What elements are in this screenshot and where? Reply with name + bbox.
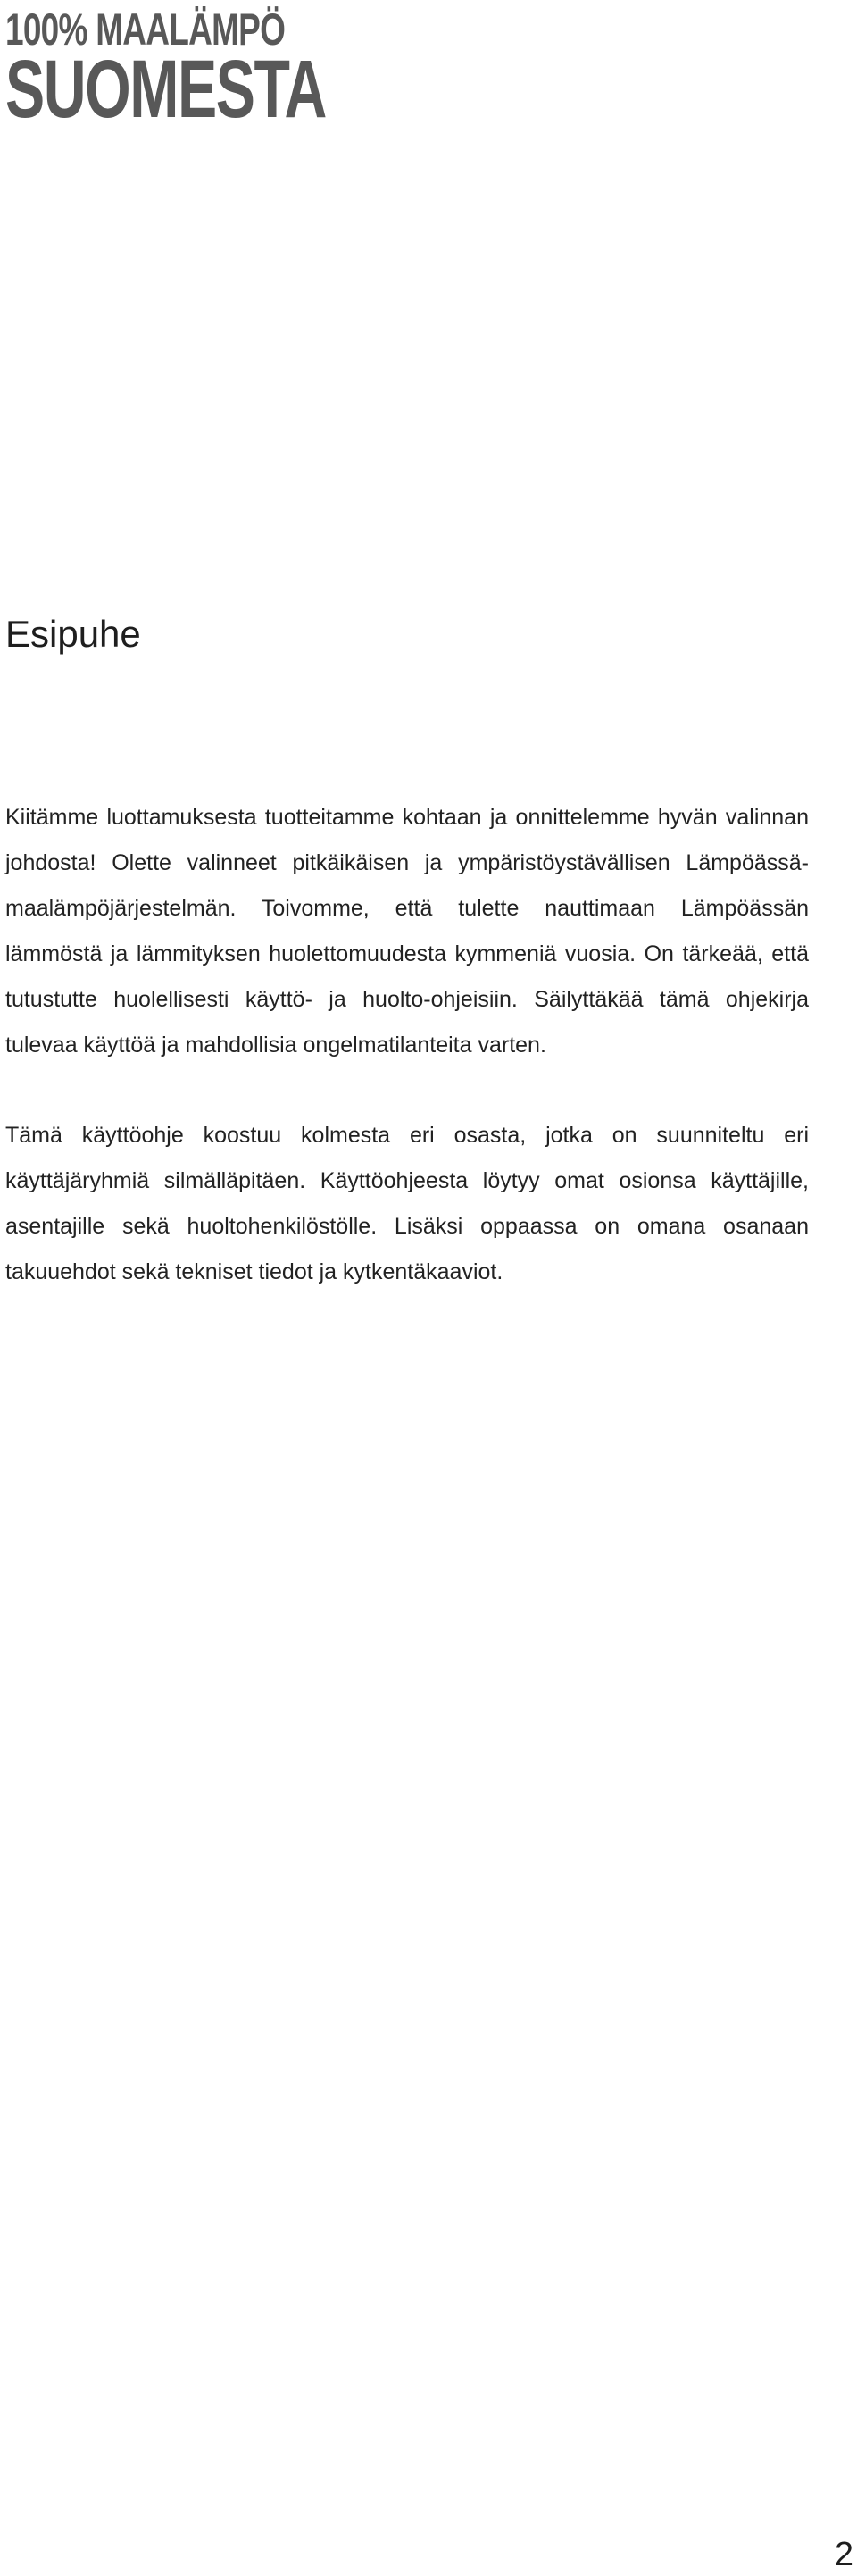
paragraph-intro: Kiitämme luottamuksesta tuotteitamme kohtaan ja onnittelemme hyvän valinnan johdosta! Olette valinneet pitkäikäisen ja ympäristöystävällisen Lämpöässä-maalämpöjärjestelmän. Toivomme, että tulette nauttimaan Lämpöässän lämmöstä ja lämmityksen huolettomuudesta kymmeniä vuosia. On tärkeää, että tutustutte huolellisesti käyttö- ja huolto-ohjeisiin. Säilyttäkää tämä ohjekirja tulevaa käyttöä ja mahdollisia ongelmatilanteita varten. bbox=[5, 805, 809, 1058]
paragraph-structure: Tämä käyttöohje koostuu kolmesta eri osasta, jotka on suunniteltu eri käyttäjäryhmiä silmälläpitäen. Käyttöohjeesta löytyy omat osionsa käyttäjille, asentajille sekä huoltohenkilöstölle. Lisäksi oppaassa on omana osanaan takuuehdot sekä tekniset tiedot ja kytkentäkaaviot. bbox=[5, 1123, 809, 1284]
brand-logo-line1: 100% MAALÄMPÖ bbox=[5, 4, 286, 54]
body-text bbox=[5, 795, 809, 1340]
section-heading: Esipuhe bbox=[5, 613, 141, 655]
brand-logo bbox=[5, 4, 451, 135]
page-number: 2 bbox=[834, 2536, 853, 2573]
brand-logo-line2: SUOMESTA bbox=[5, 44, 326, 135]
